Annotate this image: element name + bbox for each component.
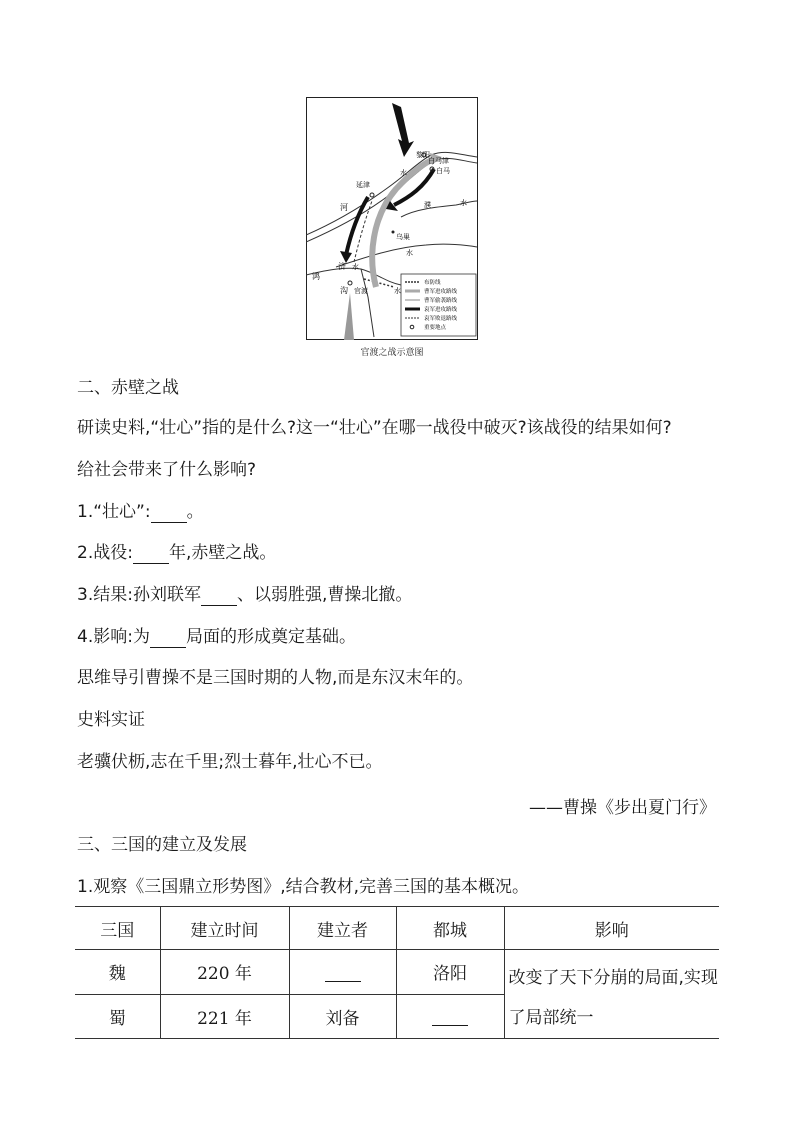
label-liyang: 黎阳 (416, 151, 430, 159)
section2-heading: 二、赤壁之战 (77, 378, 179, 398)
item3-suffix: 、以弱胜强,曹操北撤。 (236, 585, 413, 605)
cell-state: 蜀 (75, 994, 160, 1039)
cell-founder (289, 950, 396, 995)
label-gou: 沟 (340, 286, 348, 295)
cell-year: 220 年 (160, 950, 289, 995)
section2-item4 (77, 626, 356, 648)
label-shui-left: 水 (400, 169, 407, 177)
item1-prefix: 1.“壮心”: (77, 502, 151, 522)
item4-answer-blank[interactable] (150, 631, 186, 648)
section2-question-line2: 给社会带来了什么影响? (77, 460, 257, 480)
guandu-battle-map (306, 97, 478, 340)
label-guandu: 官渡 (354, 287, 368, 295)
label-baima: 白马 (436, 167, 450, 175)
label-shui-mid: 水 (406, 249, 413, 257)
label-shui-pu: 水 (460, 199, 467, 207)
header-effect: 影响 (504, 907, 719, 950)
header-state: 三国 (75, 907, 160, 950)
header-year: 建立时间 (160, 907, 289, 950)
label-baimajin: 白马津 (428, 157, 449, 165)
section2-question-line1: 研读史料,“壮心”指的是什么?这一“壮心”在哪一战役中破灭?该战役的结果如何? (77, 418, 672, 438)
legend-front: 布防线 (424, 280, 441, 286)
founder-answer-blank[interactable] (325, 965, 361, 982)
item3-prefix: 3.结果:孙刘联军 (77, 585, 201, 605)
section2-item3 (77, 584, 412, 606)
label-shui-gou: 水 (394, 287, 401, 295)
item2-answer-blank[interactable] (133, 547, 169, 564)
evidence-title: 史料实证 (77, 710, 145, 730)
three-kingdoms-table (75, 906, 719, 1039)
label-shui-ji: 水 (352, 263, 359, 271)
label-ji: 济 (338, 262, 346, 271)
item2-prefix: 2.战役: (77, 543, 133, 563)
table-row (75, 950, 719, 995)
legend-place: 重要地点 (424, 325, 447, 331)
cell-founder: 刘备 (289, 994, 396, 1039)
legend-yuan-retreat: 袁军败退路线 (424, 316, 458, 322)
place-dot (392, 231, 395, 234)
label-yanjin: 延津 (356, 181, 370, 189)
cell-capital: 洛阳 (396, 950, 504, 995)
header-founder: 建立者 (289, 907, 396, 950)
item4-suffix: 局面的形成奠定基础。 (185, 627, 356, 647)
header-capital: 都城 (396, 907, 504, 950)
item1-answer-blank[interactable] (151, 506, 187, 523)
map-svg (306, 97, 478, 340)
legend-yuan-attack: 袁军进攻路线 (424, 307, 458, 313)
cell-effect: 改变了天下分崩的局面,实现了局部统一 (504, 950, 719, 1039)
section2-item2 (77, 542, 276, 564)
map-legend (401, 274, 476, 336)
item2-suffix: 年,赤壁之战。 (168, 543, 277, 563)
map-caption: 官渡之战示意图 (360, 348, 424, 358)
section3-heading: 三、三国的建立及发展 (77, 835, 247, 855)
legend-cao-raid: 曹军偷袭路线 (424, 298, 458, 304)
legend-cao-attack: 曹军进攻路线 (424, 289, 458, 295)
label-hong: 鸿 (312, 272, 320, 281)
item3-answer-blank[interactable] (201, 589, 237, 606)
label-pu: 濮 (424, 201, 431, 209)
evidence-source: ——曹操《步出夏门行》 (529, 798, 716, 818)
capital-answer-blank[interactable] (432, 1009, 468, 1026)
cell-year: 221 年 (160, 994, 289, 1039)
item1-suffix: 。 (186, 502, 204, 522)
table-header-row (75, 907, 719, 950)
evidence-text: 老骥伏枥,志在千里;烈士暮年,壮心不已。 (77, 752, 383, 772)
item4-prefix: 4.影响:为 (77, 627, 150, 647)
cell-capital (396, 994, 504, 1039)
cell-state: 魏 (75, 950, 160, 995)
label-wuchao: 乌巢 (396, 233, 410, 241)
thinking-guide: 思维导引曹操不是三国时期的人物,而是东汉末年的。 (77, 668, 474, 688)
section3-intro: 1.观察《三国鼎立形势图》,结合教材,完善三国的基本概况。 (77, 877, 530, 897)
label-he: 河 (340, 203, 348, 212)
section2-item1 (77, 501, 204, 523)
